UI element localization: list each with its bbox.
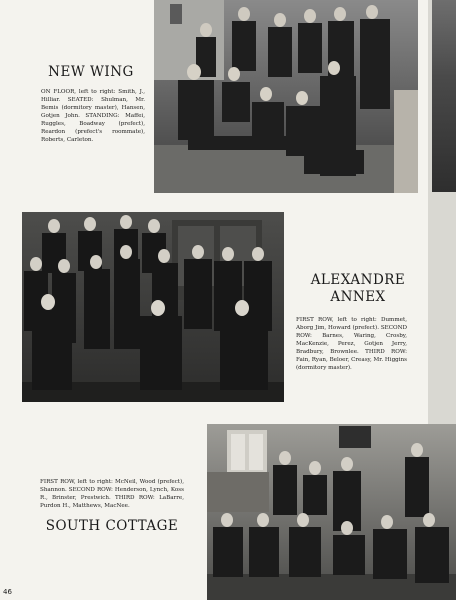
new-wing-photo — [154, 0, 418, 193]
alexandre-annex-title: ALEXANDRE ANNEX — [310, 272, 406, 305]
south-cottage-caption: FIRST ROW, left to right: McNeil, Wood (prefect), Shannon. SECOND ROW: Henderson, Lynch, Koss R., Brinster, Prestwich. THIRD ROW: LaBarre, Purdon H., Matthews, MacNee. — [40, 479, 184, 509]
south-cottage-title: SOUTH COTTAGE — [45, 518, 179, 534]
south-cottage-photo — [207, 424, 456, 600]
adjacent-page-photo-edge — [432, 0, 456, 192]
page-number: 46 — [3, 588, 12, 596]
alexandre-annex-photo — [22, 212, 284, 402]
alexandre-annex-caption: FIRST ROW, left to right: Dummet, Aborg Jim, Howard (prefect). SECOND ROW: Barnes, Waring, Crosby, MacKenzie, Perez, Gotjen Jerry, Bradbury, Brownlee. THIRD ROW: Fain, Ryan, Beloer, Creasy, Mr. Higgins (dormitory master). — [296, 317, 407, 371]
new-wing-title: NEW WING — [48, 64, 134, 80]
new-wing-caption: ON FLOOR, left to right: Smith, J., Hilliar. SEATED: Shulman, Mr. Bemis (dormitory master), Hansen, Gotjen John. STANDING: Maffei, Ruggles, Boadway (prefect), Reardon (prefect's roommate), Roberts, Carleton. — [41, 89, 145, 143]
